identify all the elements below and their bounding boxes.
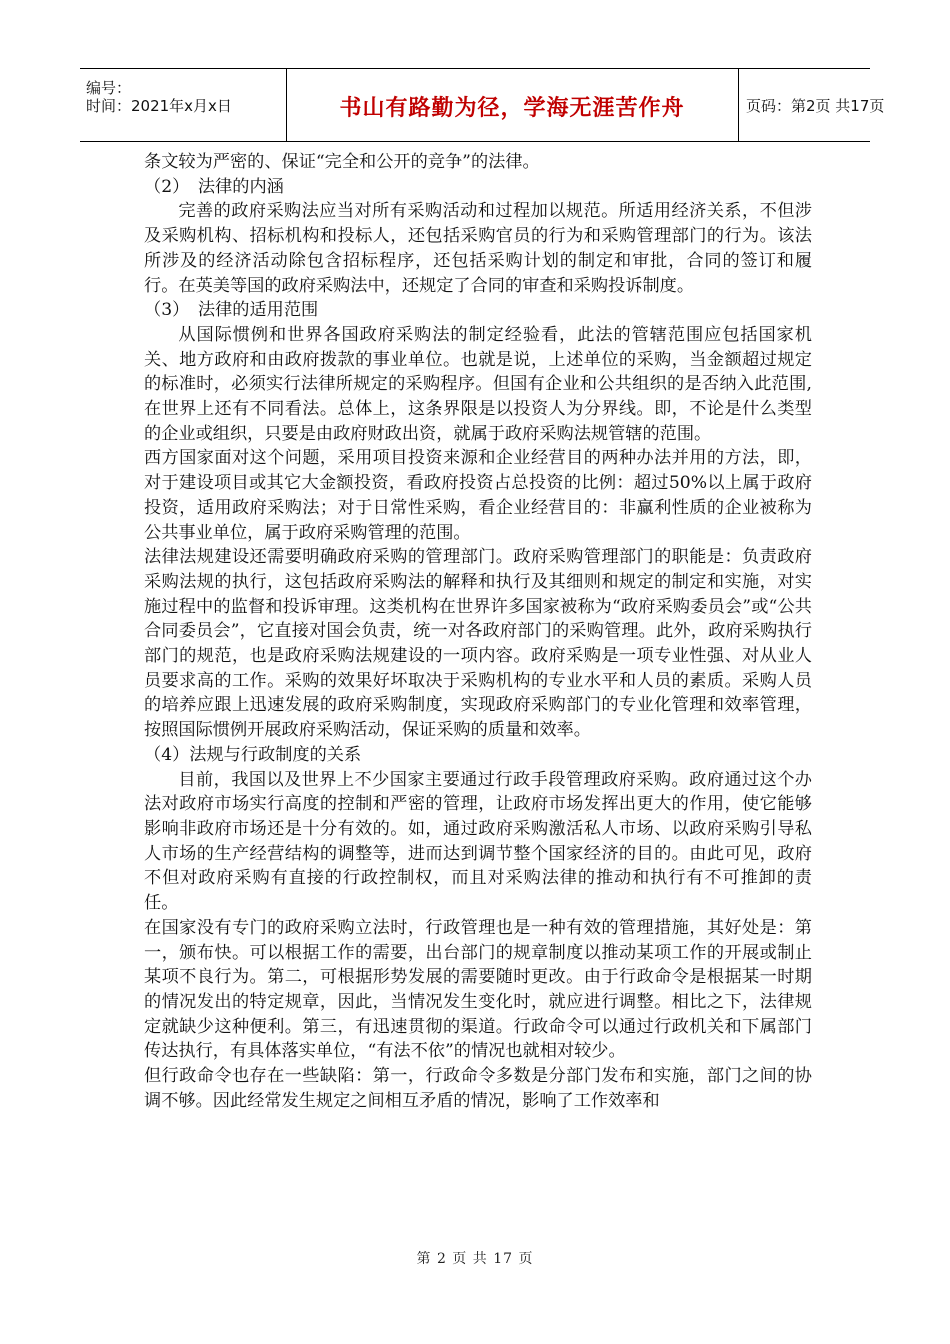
body-paragraph: 完善的政府采购法应当对所有采购活动和过程加以规范。所适用经济关系，不但涉及采购机构、招标机构和投标人，还包括采购官员的行为和采购管理部门的行为。该法所涉及的经济活动除包含招标程序，还包括采购计划的制定和审批，合同的签订和履行。在英美等国的政府采购法中，还规定了合同的审查和采购投诉制度。 xyxy=(144,201,812,296)
document-number-label: 编号： xyxy=(86,79,132,97)
body-paragraph: （2） 法律的内涵 xyxy=(144,176,284,197)
body-paragraph: 在国家没有专门的政府采购立法时，行政管理也是一种有效的管理措施，其好处是：第一，颁布快。可以根据工作的需要，出台部门的规章制度以推动某项工作的开展或制止某项不良行为。第二，可根据形势发展的需要随时更改。由于行政命令是根据某一时期的情况发出的特定规章，因此，当情况发生变化时，就应进行调整。相比之下，法律规定就缺少这种便利。第三，有迅速贯彻的渠道。行政命令可以通过行政机关和下属部门传达执行，有具体落实单位，“有法不依”的情况也就相对较少。 xyxy=(144,917,812,1062)
header-meta xyxy=(80,69,287,141)
body-paragraph: 但行政命令也存在一些缺陷：第一，行政命令多数是分部门发布和实施，部门之间的协调不够。因此经常发生规定之间相互矛盾的情况，影响了工作效率和 xyxy=(144,1066,812,1111)
page-footer: 第 2 页 共 17 页 xyxy=(416,1251,534,1267)
body-paragraph: （3） 法律的适用范围 xyxy=(144,300,319,321)
header-page-info: 页码：第2页 共17页 xyxy=(746,97,885,115)
body-paragraph: （4）法规与行政制度的关系 xyxy=(144,744,362,765)
body-paragraph: 法律法规建设还需要明确政府采购的管理部门。政府采购管理部门的职能是：负责政府采购法规的执行，这包括政府采购法的解释和执行及其细则和规定的制定和实施，对实施过程中的监督和投诉审理。这类机构在世界许多国家被称为“政府采购委员会”或“公共合同委员会”，它直接对国会负责，统一对各政府部门的采购管理。此外，政府采购执行部门的规范，也是政府采购法规建设的一项内容。政府采购是一项专业性强、对从业人员要求高的工作。采购的效果好坏取决于采购机构的专业水平和人员的素质。采购人员的培养应跟上迅速发展的政府采购制度，实现政府采购部门的专业化管理和效率管理，按照国际惯例开展政府采购活动，保证采购的质量和效率。 xyxy=(144,547,812,741)
body-paragraph: 目前，我国以及世界上不少国家主要通过行政手段管理政府采购。政府通过这个办法对政府市场实行高度的控制和严密的管理，让政府市场发挥出更大的作用，使它能够影响非政府市场还是十分有效的。如，通过政府采购激活私人市场、以政府采购引导私人市场的生产经营结构的调整等，进而达到调节整个国家经济的目的。由此可见，政府不但对政府采购有直接的行政控制权，而且对采购法律的推动和执行有不可推卸的责任。 xyxy=(144,769,812,914)
body-paragraph: 从国际惯例和世界各国政府采购法的制定经验看，此法的管辖范围应包括国家机关、地方政府和由政府拨款的事业单位。也就是说，上述单位的采购，当金额超过规定的标准时，必须实行法律所规定的采购程序。但国有企业和公共组织的是否纳入此范围,在世界上还有不同看法。总体上，这条界限是以投资人为分界线。即，不论是什么类型的企业或组织，只要是由政府财政出资，就属于政府采购法规管辖的范围。 xyxy=(144,324,812,444)
page-header xyxy=(80,68,885,142)
document-date: 时间：2021年x月x日 xyxy=(86,97,232,115)
document-body xyxy=(144,150,812,1113)
body-paragraph: 西方国家面对这个问题，采用项目投资来源和企业经营目的两种办法并用的方法，即，对于建设项目或其它大金额投资，看政府投资占总投资的比例：超过50%以上属于政府投资，适用政府采购法；对于日常性采购，看企业经营目的：非赢利性质的企业被称为公共事业单位，属于政府采购管理的范围。 xyxy=(144,448,812,543)
header-motto-cell xyxy=(286,69,739,141)
body-paragraph: 条文较为严密的、保证“完全和公开的竞争”的法律。 xyxy=(144,152,540,172)
header-page-cell xyxy=(738,69,885,141)
header-motto: 书山有路勤为径，学海无涯苦作舟 xyxy=(339,96,685,121)
